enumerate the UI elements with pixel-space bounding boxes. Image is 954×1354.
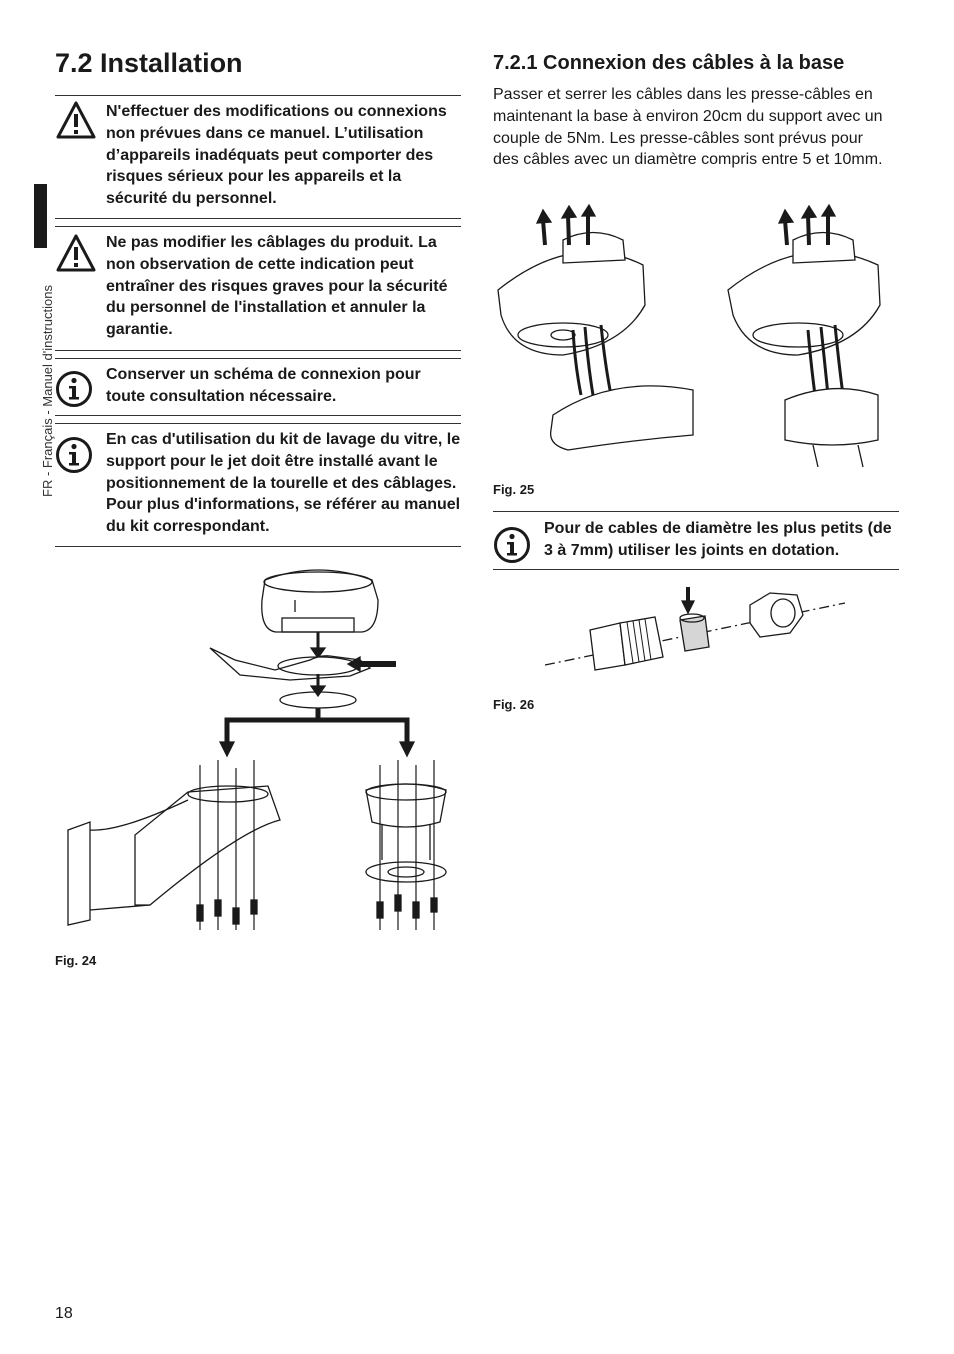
subsection-title: 7.2.1 Connexion des câbles à la base — [493, 52, 845, 74]
section-title: 7.2 Installation — [55, 48, 243, 78]
divider — [55, 358, 461, 359]
figure-24-caption: Fig. 24 — [55, 953, 97, 968]
divider — [55, 95, 461, 96]
divider — [55, 423, 461, 424]
figure-24-illustration — [60, 560, 460, 940]
info-circle-icon — [55, 370, 93, 408]
subsection-paragraph: Passer et serrer les câbles dans les presse-câbles en maintenant la base à environ 20cm du support avec un couple de 5Nm. Les presse-câbles sont prévus pour des câbles avec un diamètre compris entre 5 et 10mm. — [493, 86, 883, 169]
side-tab-marker — [34, 184, 47, 248]
divider — [55, 350, 461, 351]
figure-26-illustration — [545, 585, 845, 670]
warning-triangle-icon — [55, 233, 97, 273]
divider — [55, 546, 461, 547]
figure-26-caption: Fig. 26 — [493, 697, 535, 712]
page-number: 18 — [55, 1305, 73, 1322]
figure-25-caption: Fig. 25 — [493, 482, 535, 497]
figure-25-illustration — [493, 205, 893, 470]
divider — [55, 415, 461, 416]
warning-note-1: N'effectuer des modifications ou connexions non prévues dans ce manuel. L’utilisation d’appareils inadéquats peut comporter des risques sérieux pour les appareils et la sécurité du personnel. — [106, 103, 447, 208]
info-note-cables: Pour de cables de diamètre les plus petits (de 3 à 7mm) utiliser les joints en dotation. — [544, 520, 892, 559]
side-language-label: FR - Français - Manuel d'instructions — [40, 285, 55, 497]
divider — [55, 226, 461, 227]
divider — [493, 569, 899, 570]
divider — [493, 511, 899, 512]
info-circle-icon — [55, 436, 93, 474]
info-circle-icon — [493, 526, 531, 564]
warning-note-2: Ne pas modifier les câblages du produit. La non observation de cette indication peut entraîner des risques graves pour la sécurité du personnel de l'installation et annuler la garantie. — [106, 234, 448, 339]
info-note-1: Conserver un schéma de connexion pour toute consultation nécessaire. — [106, 366, 421, 405]
warning-triangle-icon — [55, 100, 97, 140]
info-note-2: En cas d'utilisation du kit de lavage du vitre, le support pour le jet doit être installé avant le positionnement de la tourelle et des câblages. Pour plus d'informations, se référer au manuel du kit correspondant. — [106, 431, 461, 536]
divider — [55, 218, 461, 219]
